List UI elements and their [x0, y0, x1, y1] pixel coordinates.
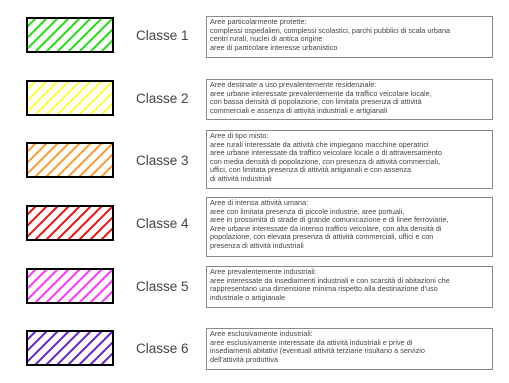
description-line: rappresentano una dimensione minima rispetto alla destinazione d'uso	[210, 284, 438, 294]
hatch-pattern	[26, 205, 114, 241]
hatch-line	[34, 330, 70, 366]
class-5-description	[206, 266, 493, 308]
hatch-line	[89, 205, 114, 241]
class-3-label: Classe 3	[136, 153, 189, 168]
hatch-pattern	[26, 268, 114, 304]
class-4-hatch-swatch	[26, 205, 114, 241]
description-line: Aree esclusivamente industriali:	[210, 329, 313, 338]
class-2-description	[206, 79, 493, 120]
class-6-description	[206, 328, 493, 370]
hatch-line	[89, 330, 114, 366]
description-line: insediamenti abitativi (eventuali attività terziarie risultano a servizio	[210, 346, 425, 356]
hatch-pattern	[26, 142, 114, 178]
description-line: uffici, con limitata presenza di attività artigianali e con assenza	[210, 165, 412, 175]
hatch-line	[78, 142, 114, 178]
description-line: Aree di intensa attività umana:	[210, 198, 309, 207]
hatch-line	[56, 268, 92, 304]
hatch-line	[78, 268, 114, 304]
description-line: Aree prevalentemente industriali:	[210, 267, 317, 276]
description-line: complessi ospedalieri, complessi scolastici, parchi pubblici di scala urbana	[210, 25, 451, 35]
hatch-line	[78, 330, 114, 366]
description-line: popolazione, con elevata presenza di attività commerciali, uffici e con	[210, 232, 434, 242]
class-4-description	[206, 197, 493, 257]
class-5-label: Classe 5	[136, 279, 189, 294]
hatch-line	[56, 80, 92, 116]
description-line: Aree di tipo misto:	[210, 131, 269, 140]
description-line: Aree destinate a uso prevalentemente residenziale:	[210, 80, 377, 89]
description-line: aree urbane interessate da traffico veicolare locale o di attraversamento	[210, 148, 442, 158]
description-line: dell'attività produttiva	[210, 354, 278, 364]
hatch-pattern	[26, 80, 114, 116]
description-line: industriale o artigianale	[210, 292, 286, 302]
hatch-line	[45, 80, 81, 116]
class-2-hatch-swatch	[26, 80, 114, 116]
hatch-line	[67, 268, 103, 304]
hatch-line	[67, 142, 103, 178]
hatch-line	[89, 142, 114, 178]
hatch-line	[56, 17, 92, 53]
description-line: aree con limitata presenza di piccole industrie, aree portuali,	[210, 206, 405, 216]
description-line: aree urbane interessate prevalentemente da traffico veicolare locale,	[210, 88, 432, 98]
description-line: Aree particolarmente protette:	[210, 17, 307, 26]
hatch-line	[34, 268, 70, 304]
hatch-line	[67, 330, 103, 366]
description-line: centri rurali, nuclei di antica origine	[210, 34, 323, 44]
description-line: aree esclusivamente interessate da attività industriali e prive di	[210, 337, 413, 347]
class-1-hatch-swatch	[26, 17, 114, 53]
hatch-pattern	[26, 330, 114, 366]
description-line: presenza di attività industriali	[210, 240, 304, 250]
hatch-line	[67, 17, 103, 53]
description-line: aree rurali interessate da attività che impiegano macchine operatrici	[210, 139, 429, 149]
description-line: aree interessate da insediamenti industriali e con scarsità di abitazioni che	[210, 275, 450, 285]
hatch-line	[56, 330, 92, 366]
class-1-description	[206, 16, 493, 58]
hatch-line	[34, 205, 70, 241]
hatch-line	[56, 142, 92, 178]
class-4-label: Classe 4	[136, 216, 189, 231]
description-line: aree di particolare interesse urbanistico	[210, 42, 338, 52]
hatch-line	[56, 205, 92, 241]
class-3-hatch-swatch	[26, 142, 114, 178]
hatch-line	[89, 17, 114, 53]
hatch-line	[34, 142, 70, 178]
description-line: commerciali e assenza di attività industriali e artigianali	[210, 105, 388, 115]
description-line: con bassa densità di popolazione, con limitata presenza di attività	[210, 97, 422, 107]
class-5-hatch-swatch	[26, 268, 114, 304]
class-6-hatch-swatch	[26, 330, 114, 366]
hatch-line	[78, 205, 114, 241]
hatch-pattern	[26, 17, 114, 53]
hatch-line	[34, 80, 70, 116]
hatch-line	[45, 17, 81, 53]
hatch-line	[67, 205, 103, 241]
hatch-line	[78, 17, 114, 53]
hatch-line	[89, 268, 114, 304]
class-6-label: Classe 6	[136, 341, 189, 356]
hatch-line	[45, 268, 81, 304]
class-1-label: Classe 1	[136, 28, 189, 43]
hatch-line	[45, 142, 81, 178]
hatch-line	[78, 80, 114, 116]
hatch-line	[67, 80, 103, 116]
hatch-line	[89, 80, 114, 116]
hatch-line	[45, 330, 81, 366]
description-line: Aree urbane interessate da intenso traffico veicolare, con alta densità di	[210, 223, 442, 233]
class-3-description	[206, 130, 493, 189]
class-2-label: Classe 2	[136, 91, 189, 106]
hatch-line	[34, 17, 70, 53]
hatch-line	[45, 205, 81, 241]
description-line: aree in prossimità di strade di grande comunicazione e di linee ferroviarie,	[210, 215, 449, 225]
description-line: di attività industriali	[210, 173, 272, 183]
description-line: con media densità di popolazione, con presenza di attività commerciali,	[210, 156, 440, 166]
